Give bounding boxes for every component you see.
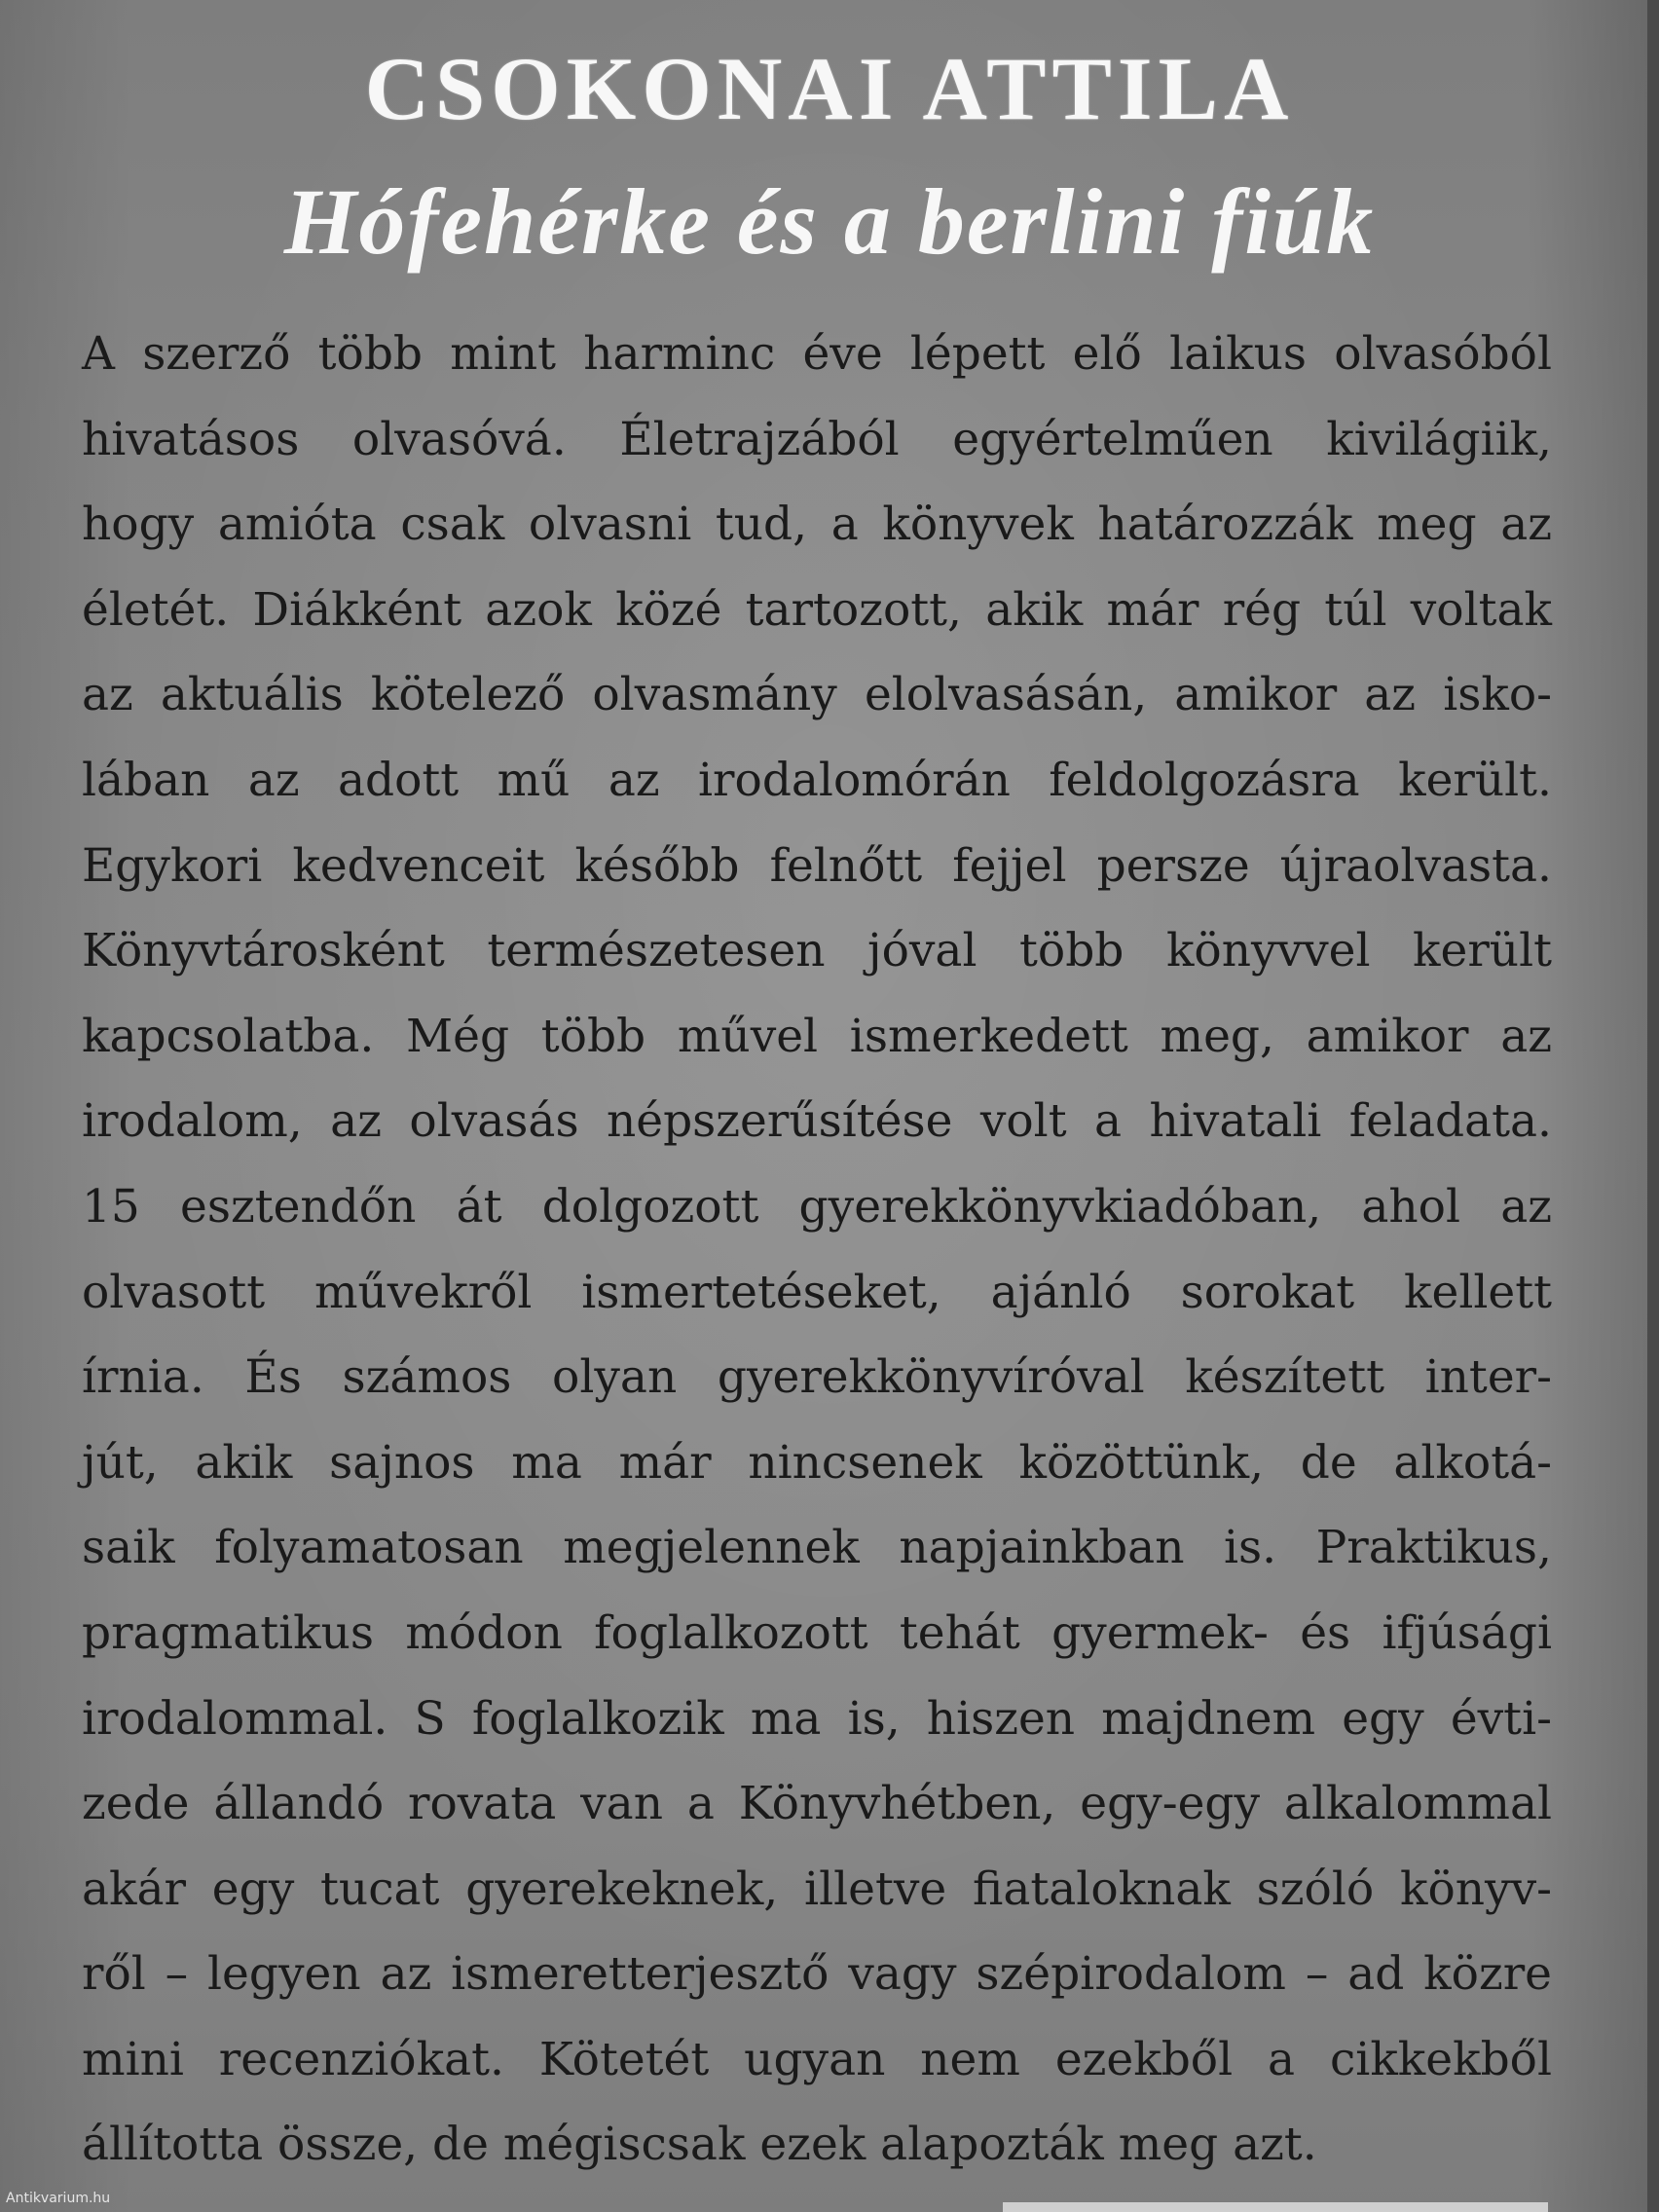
blurb-line: zede állandó rovata van a Könyvhétben, egy-egy alkalommal	[82, 1777, 1552, 1831]
blurb-line: állította össze, de mégiscsak ezek alapozták meg azt.	[82, 2118, 1317, 2172]
blurb-line: Könyvtárosként természetesen jóval több könyvvel került	[82, 924, 1552, 978]
blurb-line: hogy amióta csak olvasni tud, a könyvek határozzák meg az	[82, 498, 1552, 552]
blurb-text	[82, 312, 1552, 2188]
blurb-line: irodalom, az olvasás népszerűsítése volt a hivatali feladata.	[82, 1094, 1552, 1149]
author-name: CSOKONAI ATTILA	[364, 39, 1295, 138]
blurb-line: jút, akik sajnos ma már nincsenek közöttünk, de alkotá-	[82, 1435, 1552, 1490]
blurb-line: 15 esztendőn át dolgozott gyerekkönyvkiadóban, ahol az	[82, 1179, 1552, 1234]
blurb-line: akár egy tucat gyerekeknek, illetve fiataloknak szóló könyv-	[82, 1862, 1552, 1916]
blurb-line: saik folyamatosan megjelennek napjainkban is. Praktikus,	[82, 1521, 1552, 1575]
blurb-line: hivatásos olvasóvá. Életrajzából egyértelműen kivilágiik,	[82, 412, 1552, 466]
blurb-line: pragmatikus módon foglalkozott tehát gyermek- és ifjúsági	[82, 1605, 1552, 1660]
blurb-line: az aktuális kötelező olvasmány elolvasásán, amikor az isko-	[82, 668, 1552, 722]
blurb-line: ről – legyen az ismeretterjesztő vagy szépirodalom – ad közre	[82, 1947, 1552, 2002]
cover-edge-shadow	[1647, 0, 1659, 2212]
blurb-line: írnia. És számos olyan gyerekkönyvíróval készített inter-	[82, 1350, 1552, 1405]
blurb-line: életét. Diákként azok közé tartozott, akik már rég túl voltak	[82, 582, 1552, 637]
blurb-line: kapcsolatba. Még több művel ismerkedett meg, amikor az	[82, 1009, 1552, 1063]
blurb-line: Egykori kedvenceit később felnőtt fejjel persze újraolvasta.	[82, 838, 1552, 893]
blurb-line: mini recenziókat. Kötetét ugyan nem ezekből a cikkekből	[82, 2032, 1552, 2086]
book-title: Hófehérke és a berlini fiúk	[283, 169, 1376, 274]
blurb-line: irodalommal. S foglalkozik ma is, hiszen majdnem egy évti-	[82, 1691, 1552, 1746]
blurb-line: lában az adott mű az irodalomórán feldolgozásra került.	[82, 753, 1552, 807]
blurb-line: olvasott művekről ismertetéseket, ajánló sorokat kellett	[82, 1265, 1552, 1319]
watermark: Antikvarium.hu	[6, 2191, 111, 2206]
blurb-line: A szerző több mint harminc éve lépett elő laikus olvasóból	[82, 327, 1552, 381]
bottom-paper-strip	[1003, 2202, 1548, 2212]
